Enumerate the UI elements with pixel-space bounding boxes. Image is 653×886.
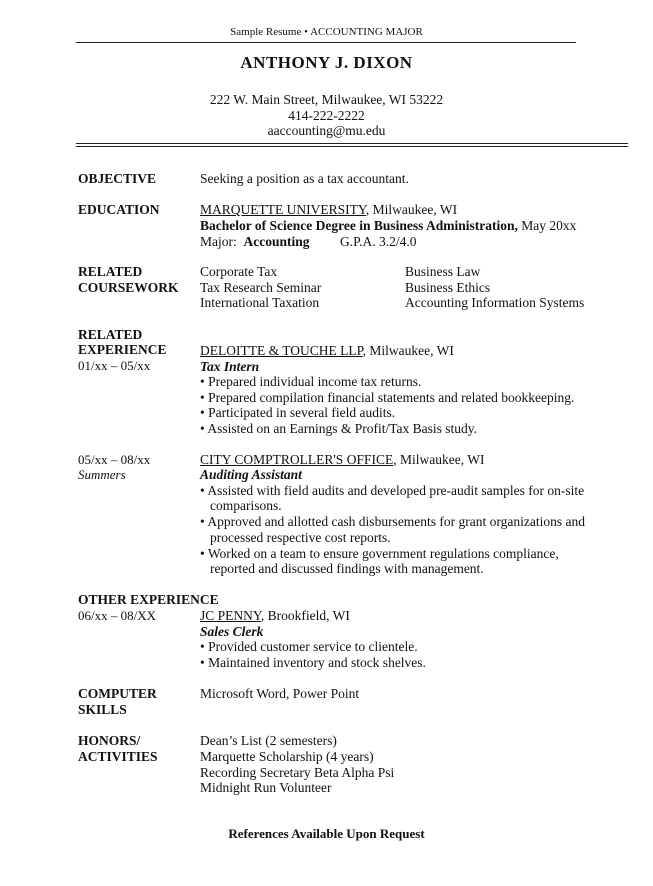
header-rule-2 (76, 146, 628, 147)
job1-bullet: • Assisted on an Earnings & Profit/Tax Basis study. (200, 421, 478, 436)
major: Accounting (243, 234, 310, 249)
experience-label-2: EXPERIENCE (78, 342, 167, 357)
honor-item: Midnight Run Volunteer (200, 780, 332, 795)
job1-title: Tax Intern (200, 359, 260, 374)
resume-type-line: Sample Resume • ACCOUNTING MAJOR (230, 26, 423, 38)
education-school-line (200, 202, 457, 218)
job1-dates: 01/xx – 05/xx (78, 358, 151, 373)
other-experience-label: OTHER EXPERIENCE (78, 592, 219, 607)
major-prefix: Major: (200, 234, 244, 249)
job3-employer-line (200, 608, 350, 624)
job2-bullet: • Approved and allotted cash disbursements for grant organizations and (200, 514, 586, 529)
job3-bullet: • Provided customer service to clientele. (200, 639, 418, 654)
coursework-label-1: RELATED (78, 264, 143, 279)
gpa: G.P.A. 3.2/4.0 (340, 234, 417, 249)
computer-label-1: COMPUTER (78, 686, 157, 701)
job3-employer: JC PENNY (200, 608, 261, 623)
degree-date: May 20xx (517, 218, 577, 233)
job2-bullet-cont: processed respective cost reports. (210, 530, 391, 545)
job2-employer: CITY COMPTROLLER'S OFFICE (200, 452, 394, 467)
job2-location: , Milwaukee, WI (393, 452, 485, 467)
school-name: MARQUETTE UNIVERSITY (200, 202, 366, 217)
course-item: Corporate Tax (200, 264, 278, 279)
job1-employer-line (200, 343, 454, 359)
education-label: EDUCATION (78, 202, 160, 217)
job2-bullet: • Worked on a team to ensure government regulations compliance, (200, 546, 559, 561)
job1-location: , Milwaukee, WI (362, 343, 454, 358)
objective-text: Seeking a position as a tax accountant. (200, 171, 409, 186)
course-item: Tax Research Seminar (200, 280, 322, 295)
phone: 414-222-2222 (288, 108, 365, 123)
course-item: International Taxation (200, 295, 320, 310)
education-degree-line (200, 218, 576, 234)
coursework-label-2: COURSEWORK (78, 280, 179, 295)
header-rule-1 (76, 143, 628, 144)
school-location: , Milwaukee, WI (365, 202, 458, 217)
job1-employer: DELOITTE & TOUCHE LLP (200, 343, 363, 358)
email: aaccounting@mu.edu (267, 123, 386, 138)
job2-bullet-cont: reported and discussed findings with management. (210, 561, 484, 576)
job3-title: Sales Clerk (200, 624, 264, 639)
job2-bullet-cont: comparisons. (210, 498, 282, 513)
course-item: Business Law (405, 264, 481, 279)
computer-label-2: SKILLS (78, 702, 127, 717)
objective-label: OBJECTIVE (78, 171, 157, 186)
job2-bullet: • Assisted with field audits and developed pre-audit samples for on-site (200, 483, 585, 498)
course-item: Accounting Information Systems (405, 295, 585, 310)
computer-skills-text: Microsoft Word, Power Point (200, 686, 360, 701)
applicant-name: ANTHONY J. DIXON (240, 53, 413, 72)
course-item: Business Ethics (405, 280, 491, 295)
honors-label-2: ACTIVITIES (78, 749, 158, 764)
job3-bullet: • Maintained inventory and stock shelves. (200, 655, 426, 670)
job3-location: , Brookfield, WI (260, 608, 350, 623)
job1-bullet: • Participated in several field audits. (200, 405, 396, 420)
job1-bullet: • Prepared compilation financial statements and related bookkeeping. (200, 390, 575, 405)
top-divider (76, 42, 576, 43)
education-major-line (200, 234, 310, 250)
honor-item: Dean’s List (2 semesters) (200, 733, 337, 748)
job2-note: Summers (78, 467, 126, 482)
experience-label-1: RELATED (78, 327, 143, 342)
address: 222 W. Main Street, Milwaukee, WI 53222 (209, 92, 444, 107)
honors-label-1: HONORS/ (78, 733, 141, 748)
job2-dates: 05/xx – 08/xx (78, 452, 151, 467)
honor-item: Marquette Scholarship (4 years) (200, 749, 374, 764)
references-note: References Available Upon Request (228, 826, 425, 841)
job3-dates: 06/xx – 08/XX (78, 608, 156, 623)
job1-bullet: • Prepared individual income tax returns. (200, 374, 422, 389)
honor-item: Recording Secretary Beta Alpha Psi (200, 765, 395, 780)
job2-title: Auditing Assistant (200, 467, 302, 482)
job2-employer-line (200, 452, 484, 468)
degree: Bachelor of Science Degree in Business Administration, (200, 218, 518, 233)
